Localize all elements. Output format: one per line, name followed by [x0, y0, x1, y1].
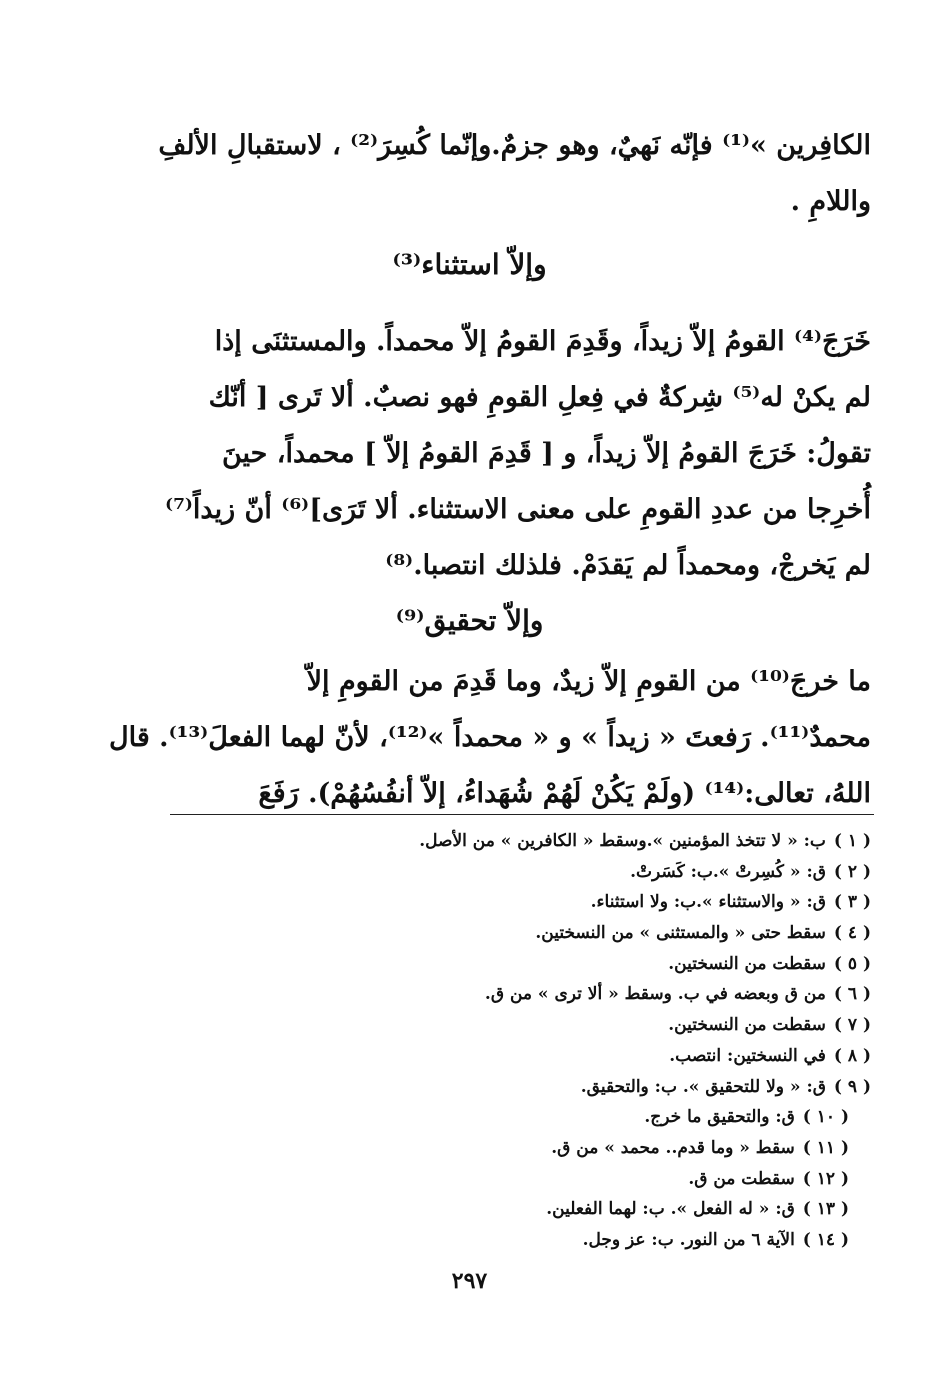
footnote-text: ق: والتحقيق ما خرج.: [644, 1107, 795, 1128]
footnote-text: في النسختين: انتصب.: [669, 1045, 826, 1066]
footnote-text: ق: « له الفعل ». ب: لهما الفعلين.: [546, 1199, 795, 1220]
footnote-item: [171, 1041, 871, 1072]
footnote-number: ( ٨ ): [833, 1045, 871, 1066]
section-heading-affirmation: وإلاّ تحقيق⁽⁹⁾: [395, 604, 544, 637]
footnote-number: ( ١٢ ): [802, 1168, 849, 1189]
text-line: محمدٌ⁽¹¹⁾. رَفعتَ « زيداً » و « محمداً »⁽¹²⁾، لأنّ لهما الفعلَ⁽¹³⁾. قال: [109, 722, 871, 753]
footnote-number: ( ٤ ): [833, 923, 871, 944]
text-line: أُخرِجا من عددِ القومِ على معنى الاستثناء. ألا تَرَى]⁽⁶⁾ أنّ زيداً⁽⁷⁾: [165, 494, 871, 525]
footnote-number: ( ١٠ ): [802, 1107, 849, 1128]
text-line: خَرَجَ⁽⁴⁾ القومُ إلاّ زيداً، وقَدِمَ القومُ إلاّ محمداً. والمستثنَى إذا: [214, 326, 871, 357]
footnote-item: [171, 1102, 871, 1133]
footnote-number: ( ١١ ): [802, 1137, 849, 1158]
footnote-text: سقط « وما قدم.. محمد » من ق.: [551, 1137, 795, 1158]
footnote-number: ( ٧ ): [833, 1015, 871, 1036]
footnotes-list: [171, 826, 871, 1256]
paragraph-affirmation: [109, 654, 871, 822]
footnote-number: ( ٢ ): [833, 861, 871, 882]
footnote-item: [171, 826, 871, 857]
footnote-item: [171, 1164, 871, 1195]
paragraph-exception: [165, 314, 871, 594]
footnote-item: [171, 949, 871, 980]
footnote-text: ق: « كُسِرتْ ».ب: كَسَرتْ.: [630, 861, 826, 882]
footnote-text: من ق وبعضه في ب. وسقط « ألا ترى » من ق.: [484, 984, 826, 1005]
footnote-text: سقطت من النسختين.: [668, 953, 826, 974]
text-line: لم يكنْ له⁽⁵⁾ شِركةٌ في فِعلِ القومِ فهو نصبٌ. ألا تَرى [ أنّك: [208, 382, 871, 413]
footnote-item: [171, 887, 871, 918]
footnote-text: سقط حتى « والمستثنى » من النسختين.: [535, 923, 826, 944]
text-line: لم يَخرجْ، ومحمداً لم يَقدَمْ. فلذلك انتصبا.⁽⁸⁾: [385, 550, 871, 581]
footnote-item: [171, 857, 871, 888]
footnote-number: ( ٣ ): [833, 892, 871, 913]
text-line: واللامِ .: [790, 186, 871, 217]
text-line: تقولُ: خَرَجَ القومُ إلاّ زيداً، و [ قَدِمَ القومُ إلاّ ] محمداً، حينَ: [221, 438, 871, 469]
text-line: الكافِرين »⁽¹⁾ فإنّه نَهيٌ، وهو جزمٌ.وإنّما كُسِرَ⁽²⁾ ، لاستقبالِ الألفِ: [158, 130, 871, 161]
text-line: اللهُ، تعالى:⁽¹⁴⁾ (ولَمْ يَكُنْ لَهُمْ شُهَداءُ، إلاّ أنفُسُهُمْ). رَفَعَ: [258, 778, 871, 809]
page-number: ٢٩٧: [451, 1268, 488, 1294]
paragraph-continuation: [158, 118, 871, 230]
footnote-number: ( ٦ ): [833, 984, 871, 1005]
footnote-item: [171, 1225, 871, 1256]
footnote-item: [171, 918, 871, 949]
footnote-number: ( ١٣ ): [802, 1199, 849, 1220]
footnote-text: ق: « ولا للتحقيق ». ب: والتحقيق.: [580, 1076, 826, 1097]
text-line: ما خرجَ⁽¹⁰⁾ من القومِ إلاّ زيدٌ، وما قَدِمَ من القومِ إلاّ: [306, 666, 871, 697]
footnote-number: ( ١٤ ): [802, 1229, 849, 1250]
footnote-number: ( ١ ): [833, 831, 871, 851]
footnote-item: [171, 1133, 871, 1164]
footnote-text: ق: « والاستثناء ».ب: ولا استثناء.: [590, 892, 826, 913]
footnote-item: [171, 1072, 871, 1103]
footnote-text: سقطت من النسختين.: [668, 1015, 826, 1036]
footnote-item: [171, 1194, 871, 1225]
footnote-text: ب: « لا تتخذ المؤمنين ».وسقط « الكافرين » من الأصل.: [419, 831, 826, 851]
section-heading-exception: وإلاّ استثناء⁽³⁾: [392, 248, 547, 281]
footnote-number: ( ٩ ): [833, 1076, 871, 1097]
footnote-text: سقطت من ق.: [688, 1168, 795, 1189]
footnote-number: ( ٥ ): [833, 953, 871, 974]
footnote-item: [171, 979, 871, 1010]
footnote-item: [171, 1010, 871, 1041]
footnote-text: الآية ٦ من النور. ب: عز وجل.: [582, 1229, 795, 1250]
footnote-divider: [170, 814, 874, 815]
